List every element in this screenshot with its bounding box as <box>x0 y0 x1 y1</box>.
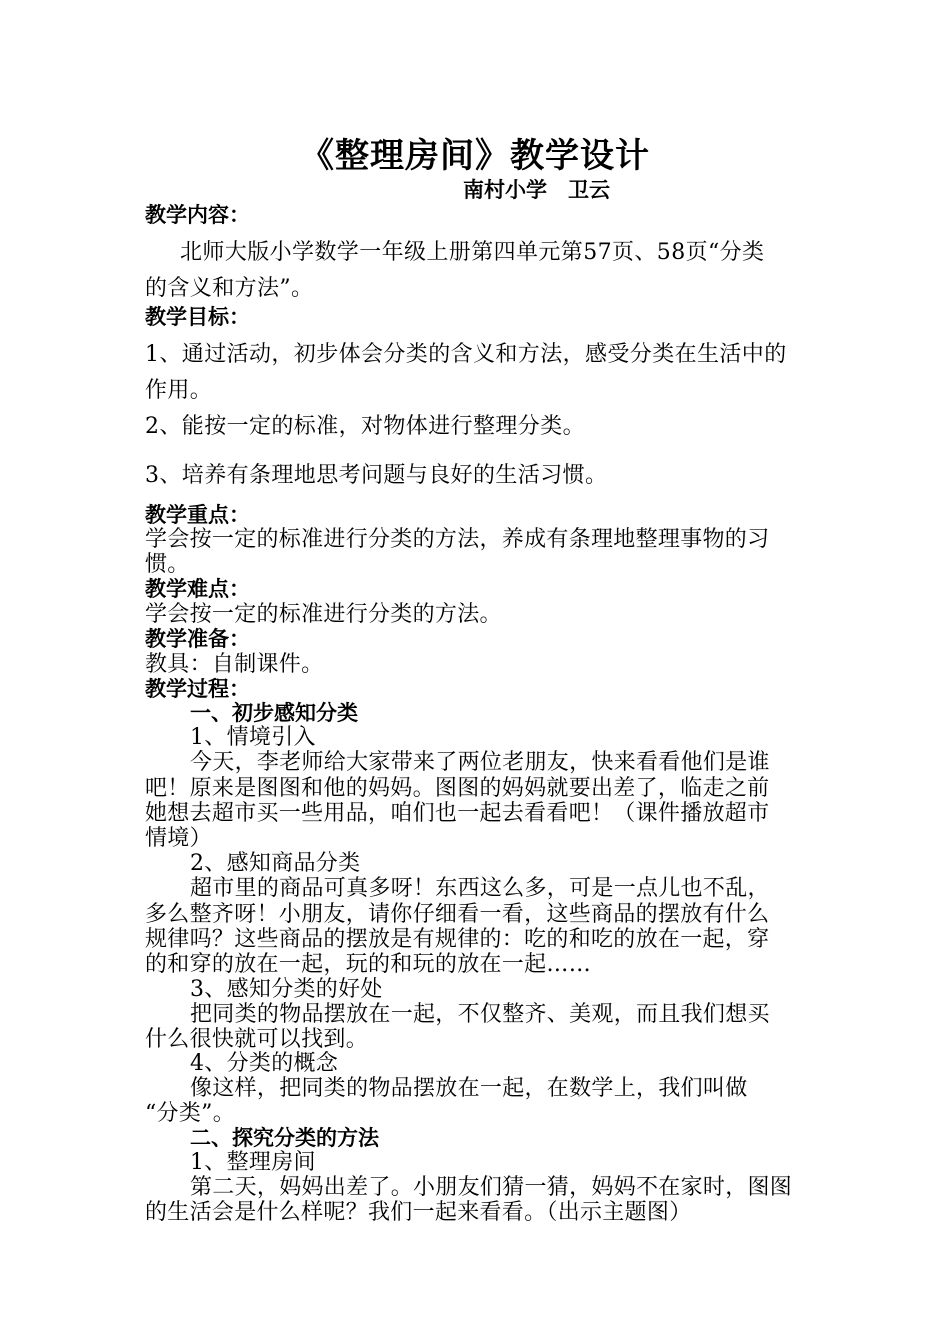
paragraph-line: 的生活会是什么样呢？我们一起来看看。（出示主题图） <box>145 1200 692 1225</box>
paragraph-line: 今天，李老师给大家带来了两位老朋友，快来看看他们是谁 <box>190 750 770 775</box>
paragraph-line: 吧！原来是图图和他的妈妈。图图的妈妈就要出差了，临走之前 <box>145 776 770 801</box>
paragraph-line: 3、培养有条理地思考问题与良好的生活习惯。 <box>145 463 608 488</box>
step-title: 3、感知分类的好处 <box>190 977 383 1002</box>
section-heading-difficulty: 教学难点： <box>145 577 250 601</box>
part-title-1: 一、初步感知分类 <box>190 701 358 725</box>
paragraph-line: 规律吗？这些商品的摆放是有规律的：吃的和吃的放在一起，穿 <box>145 927 770 952</box>
paragraph-line: 超市里的商品可真多呀！东西这么多，可是一点儿也不乱， <box>190 876 770 901</box>
author-line: 南村小学 卫云 <box>463 178 610 202</box>
section-heading-process: 教学过程： <box>145 677 250 701</box>
paragraph-line: 2、能按一定的标准，对物体进行整理分类。 <box>145 414 585 439</box>
document-title: 《整理房间》教学设计 <box>300 136 650 176</box>
paragraph-line: 学会按一定的标准进行分类的方法。 <box>145 602 502 627</box>
step-title: 1、情境引入 <box>190 725 316 750</box>
paragraph-line: 第二天，妈妈出差了。小朋友们猜一猜，妈妈不在家时，图图 <box>190 1175 793 1200</box>
paragraph-line: 惯。 <box>145 552 190 577</box>
section-heading-preparation: 教学准备： <box>145 627 250 651</box>
paragraph-line: 教具：自制课件。 <box>145 652 324 677</box>
paragraph-line: 的和穿的放在一起，玩的和玩的放在一起…… <box>145 952 592 977</box>
paragraph-line: 她想去超市买一些用品，咱们也一起去看看吧！（课件播放超市 <box>145 801 770 826</box>
paragraph-line: 北师大版小学数学一年级上册第四单元第57页、58页“分类 <box>180 240 765 265</box>
step-title: 1、整理房间 <box>190 1150 316 1175</box>
part-title-2: 二、探究分类的方法 <box>190 1126 379 1150</box>
step-title: 2、感知商品分类 <box>190 851 361 876</box>
paragraph-line: 1、通过活动，初步体会分类的含义和方法，感受分类在生活中的 <box>145 342 787 367</box>
paragraph-line: 像这样，把同类的物品摆放在一起，在数学上，我们叫做 <box>190 1076 748 1101</box>
paragraph-line: 把同类的物品摆放在一起，不仅整齐、美观，而且我们想买 <box>190 1002 770 1027</box>
section-heading-content: 教学内容： <box>145 203 250 227</box>
paragraph-line: 的含义和方法”。 <box>145 276 314 301</box>
step-title: 4、分类的概念 <box>190 1051 339 1076</box>
section-heading-goals: 教学目标： <box>145 305 250 329</box>
paragraph-line: 多么整齐呀！小朋友，请你仔细看一看，这些商品的摆放有什么 <box>145 902 770 927</box>
paragraph-line: 情境） <box>145 826 212 851</box>
section-heading-key-point: 教学重点： <box>145 503 250 527</box>
paragraph-line: 作用。 <box>145 378 213 403</box>
paragraph-line: 学会按一定的标准进行分类的方法，养成有条理地整理事物的习 <box>145 527 770 552</box>
paragraph-line: 什么很快就可以找到。 <box>145 1027 369 1052</box>
paragraph-line: “分类”。 <box>145 1101 235 1126</box>
